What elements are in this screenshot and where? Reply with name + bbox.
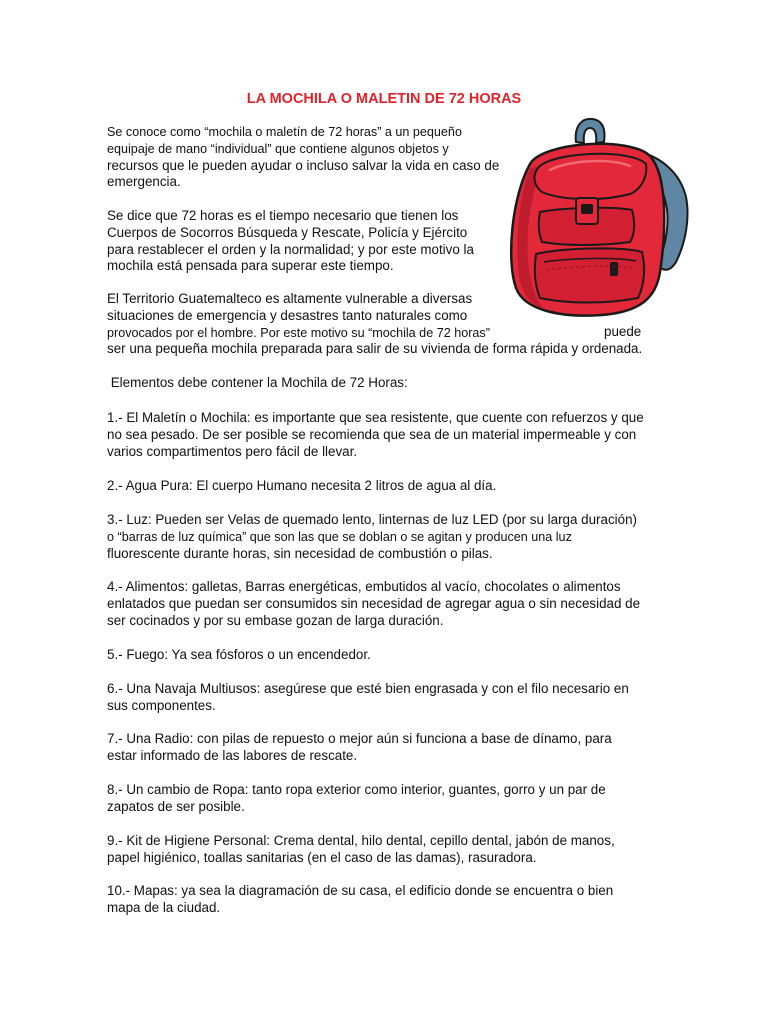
text-line: 3.- Luz: Pueden ser Velas de quemado lento, linternas de luz LED (por su larga duración) <box>107 512 637 527</box>
text-line: ser cocinados y por su embase gozan de larga duración. <box>107 612 444 628</box>
text-line: recursos que le pueden ayudar o incluso salvar la vida en caso de <box>107 157 500 173</box>
text-line: 1.- El Maletín o Mochila: es importante que sea resistente, que cuente con refuerzos y que <box>107 410 644 425</box>
text-line: sus componentes. <box>107 697 216 713</box>
text-line: estar informado de las labores de rescate. <box>107 747 358 763</box>
list-item <box>107 579 640 629</box>
text-line: Se dice que 72 horas es el tiempo necesario que tienen los <box>107 208 459 223</box>
text-line: Cuerpos de Socorros Búsqueda y Rescate, Policía y Ejército <box>107 224 468 240</box>
text-line: no sea pesado. De ser posible se recomienda que sea de un material impermeable y con <box>107 426 637 442</box>
text-line: fluorescente durante horas, sin necesidad de combustión o pilas. <box>107 545 493 561</box>
list-item <box>107 833 615 867</box>
text-line: emergencia. <box>107 174 181 190</box>
text-line: provocados por el hombre. Por este motivo su “mochila de 72 horas” <box>107 325 490 340</box>
text-line: mapa de la ciudad. <box>107 899 221 915</box>
list-item <box>107 478 496 495</box>
list-item <box>107 782 606 816</box>
text-line: papel higiénico, toallas sanitarias (en el caso de las damas), rasuradora. <box>107 849 537 865</box>
text-line: Se conoce como “mochila o maletín de 72 horas” a un pequeño <box>107 125 462 139</box>
text-line: 10.- Mapas: ya sea la diagramación de su casa, el edificio donde se encuentra o bien <box>107 883 614 898</box>
text-line: zapatos de ser posible. <box>107 798 245 814</box>
list-item <box>107 410 644 460</box>
list-item <box>107 731 612 765</box>
text-fragment-puede: puede <box>604 324 642 339</box>
text-line: mochila está pensada para superar este tiempo. <box>107 258 394 274</box>
backpack-icon <box>490 112 710 327</box>
text-line: 6.- Una Navaja Multiusos: asegúrese que esté bien engrasada y con el filo necesario en <box>107 681 629 696</box>
page-title: LA MOCHILA O MALETIN DE 72 HORAS <box>246 91 522 107</box>
text-line: 7.- Una Radio: con pilas de repuesto o mejor aún si funciona a base de dínamo, para <box>107 731 612 746</box>
text-line: 4.- Alimentos: galletas, Barras energéticas, embutidos al vacío, chocolates o alimentos <box>107 579 621 594</box>
list-item <box>107 681 629 715</box>
text-line: varios compartimentos pero fácil de llevar. <box>107 443 358 459</box>
text-line: El Territorio Guatemalteco es altamente vulnerable a diversas <box>107 291 473 306</box>
seventy-two-hours-paragraph <box>107 208 474 275</box>
text-line: ser una pequeña mochila preparada para salir de su vivienda de forma rápida y ordenada. <box>107 341 643 357</box>
text-line: enlatados que puedan ser consumidos sin necesidad de agregar agua o sin necesidad de <box>107 595 641 611</box>
text-line: equipaje de mano “individual” que contiene algunos objetos y <box>107 141 449 156</box>
list-item <box>107 512 637 562</box>
elements-heading <box>107 375 408 392</box>
text-line: 9.- Kit de Higiene Personal: Crema dental, hilo dental, cepillo dental, jabón de manos, <box>107 833 615 848</box>
text-line: 5.- Fuego: Ya sea fósforos o un encendedor. <box>107 647 371 662</box>
list-item <box>107 883 613 917</box>
text-line: o “barras de luz química” que son las que se doblan o se agitan y producen una luz <box>107 529 572 544</box>
text-line: 8.- Un cambio de Ropa: tanto ropa exterior como interior, guantes, gorro y un par de <box>107 782 606 797</box>
text-line: Elementos debe contener la Mochila de 72 Horas: <box>107 375 408 390</box>
intro-paragraph <box>107 124 499 191</box>
text-line: 2.- Agua Pura: El cuerpo Humano necesita 2 litros de agua al día. <box>107 478 497 493</box>
text-line: para restablecer el orden y la normalidad; y por este motivo la <box>107 241 474 257</box>
text-line: situaciones de emergencia y desastres tanto naturales como <box>107 307 468 323</box>
list-item <box>107 647 371 664</box>
